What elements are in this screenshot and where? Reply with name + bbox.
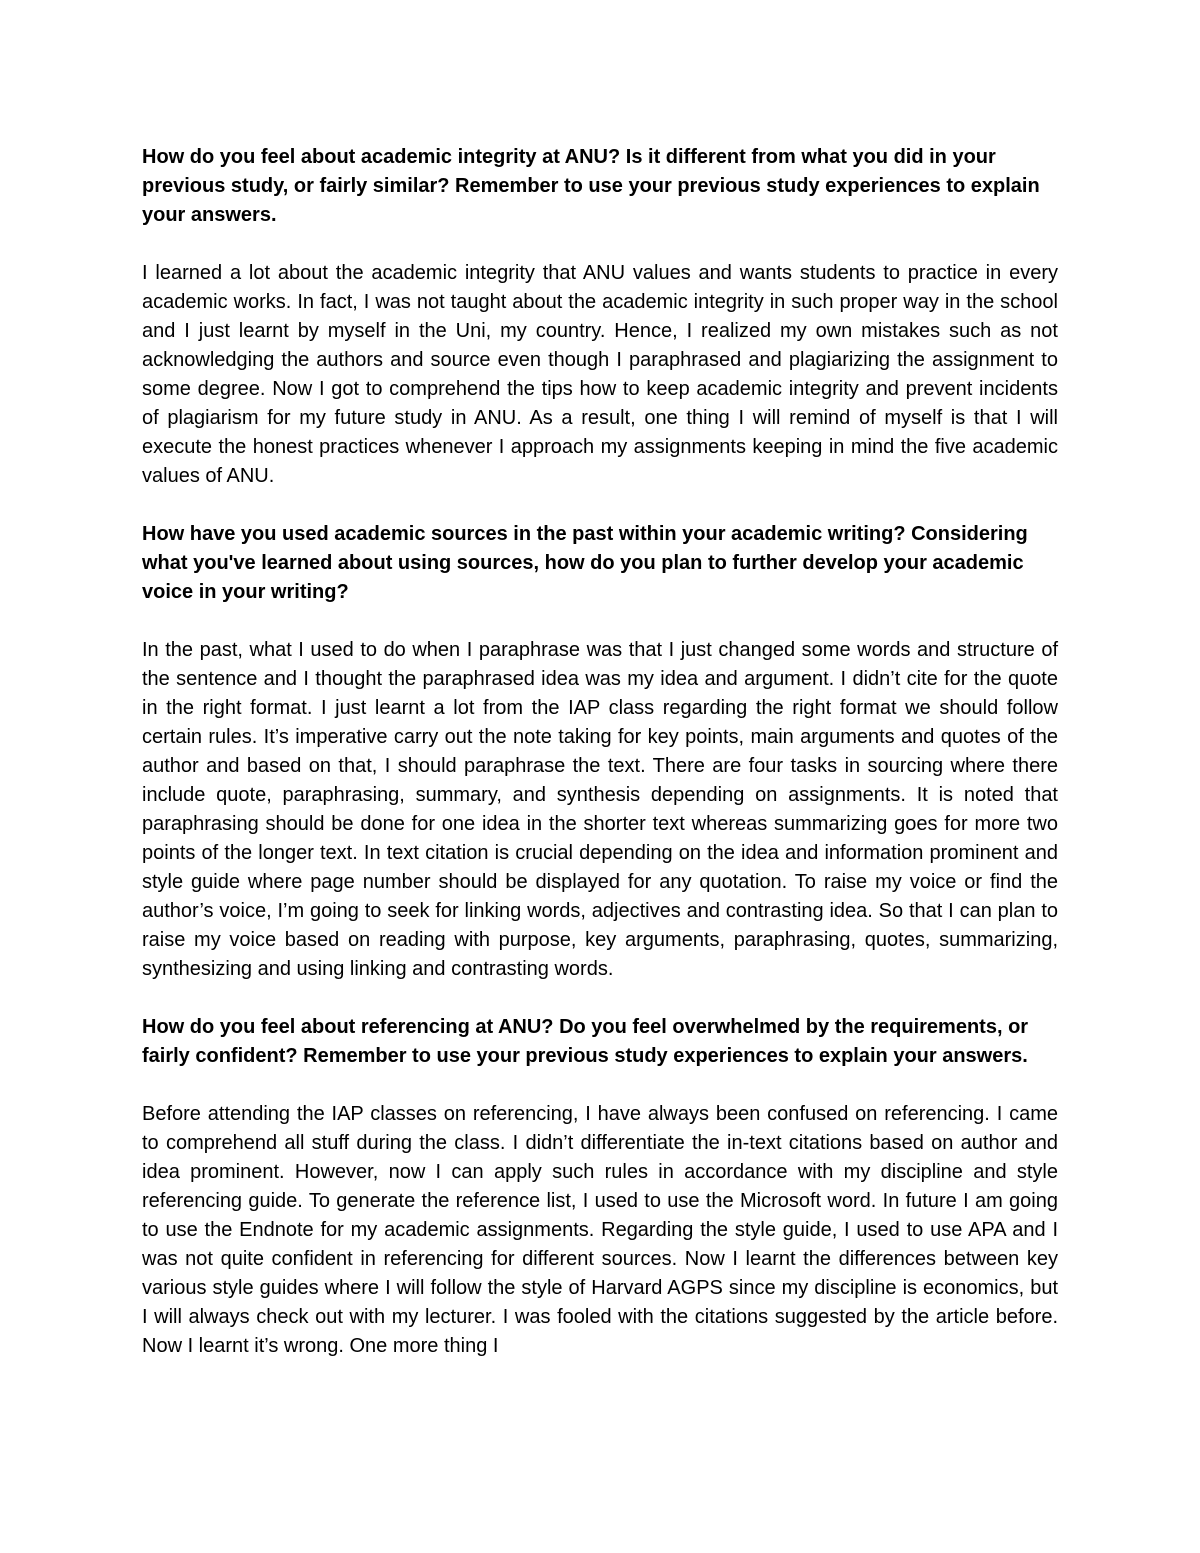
question-academic-integrity: How do you feel about academic integrity at ANU? Is it different from what you did in your previous study, or fairly similar? Remember to use your previous study experiences to explain your answers. bbox=[142, 146, 1040, 226]
answer-academic-integrity: I learned a lot about the academic integrity that ANU values and wants students to practice in every academic works. In fact, I was not taught about the academic integrity in such proper way in the school and I just learnt by myself in the Uni, my country. Hence, I realized my own mistakes such as not acknowledging the authors and source even though I paraphrased and plagiarizing the assignment to some degree. Now I got to comprehend the tips how to keep academic integrity and prevent incidents of plagiarism for my future study in ANU. As a result, one thing I will remind of myself is that I will execute the honest practices whenever I approach my assignments keeping in mind the five academic values of ANU. bbox=[142, 262, 1058, 487]
answer-academic-sources: In the past, what I used to do when I paraphrase was that I just changed some words and structure of the sentence and I thought the paraphrased idea was my idea and argument. I didn’t cite for the quote in the right format. I just learnt a lot from the IAP class regarding the right format we should follow certain rules. It’s imperative carry out the note taking for key points, main arguments and quotes of the author and based on that, I should paraphrase the text. There are four tasks in sourcing where there include quote, paraphrasing, summary, and synthesis depending on assignments. It is noted that paraphrasing should be done for one idea in the shorter text whereas summarizing goes for more two points of the longer text. In text citation is crucial depending on the idea and information prominent and style guide where page number should be displayed for any quotation. To raise my voice or find the author’s voice, I’m going to seek for linking words, adjectives and contrasting idea. So that I can plan to raise my voice based on reading with purpose, key arguments, paraphrasing, quotes, summarizing, synthesizing and using linking and contrasting words. bbox=[142, 639, 1058, 980]
answer-referencing: Before attending the IAP classes on referencing, I have always been confused on referencing. I came to comprehend all stuff during the class. I didn’t differentiate the in-text citations based on author and idea prominent. However, now I can apply such rules in accordance with my discipline and style referencing guide. To generate the reference list, I used to use the Microsoft word. In future I am going to use the Endnote for my academic assignments. Regarding the style guide, I used to use APA and I was not quite confident in referencing for different sources. Now I learnt the differences between key various style guides where I will follow the style of Harvard AGPS since my discipline is economics, but I will always check out with my lecturer. I was fooled with the citations suggested by the article before. Now I learnt it’s wrong. One more thing I bbox=[142, 1103, 1058, 1357]
question-referencing: How do you feel about referencing at ANU? Do you feel overwhelmed by the requirements, or fairly confident? Remember to use your previous study experiences to explain your answers. bbox=[142, 1016, 1029, 1067]
question-academic-sources: How have you used academic sources in the past within your academic writing? Considering what you've learned about using sources, how do you plan to further develop your academic voice in your writing? bbox=[142, 523, 1028, 603]
document-body bbox=[142, 143, 1058, 1361]
